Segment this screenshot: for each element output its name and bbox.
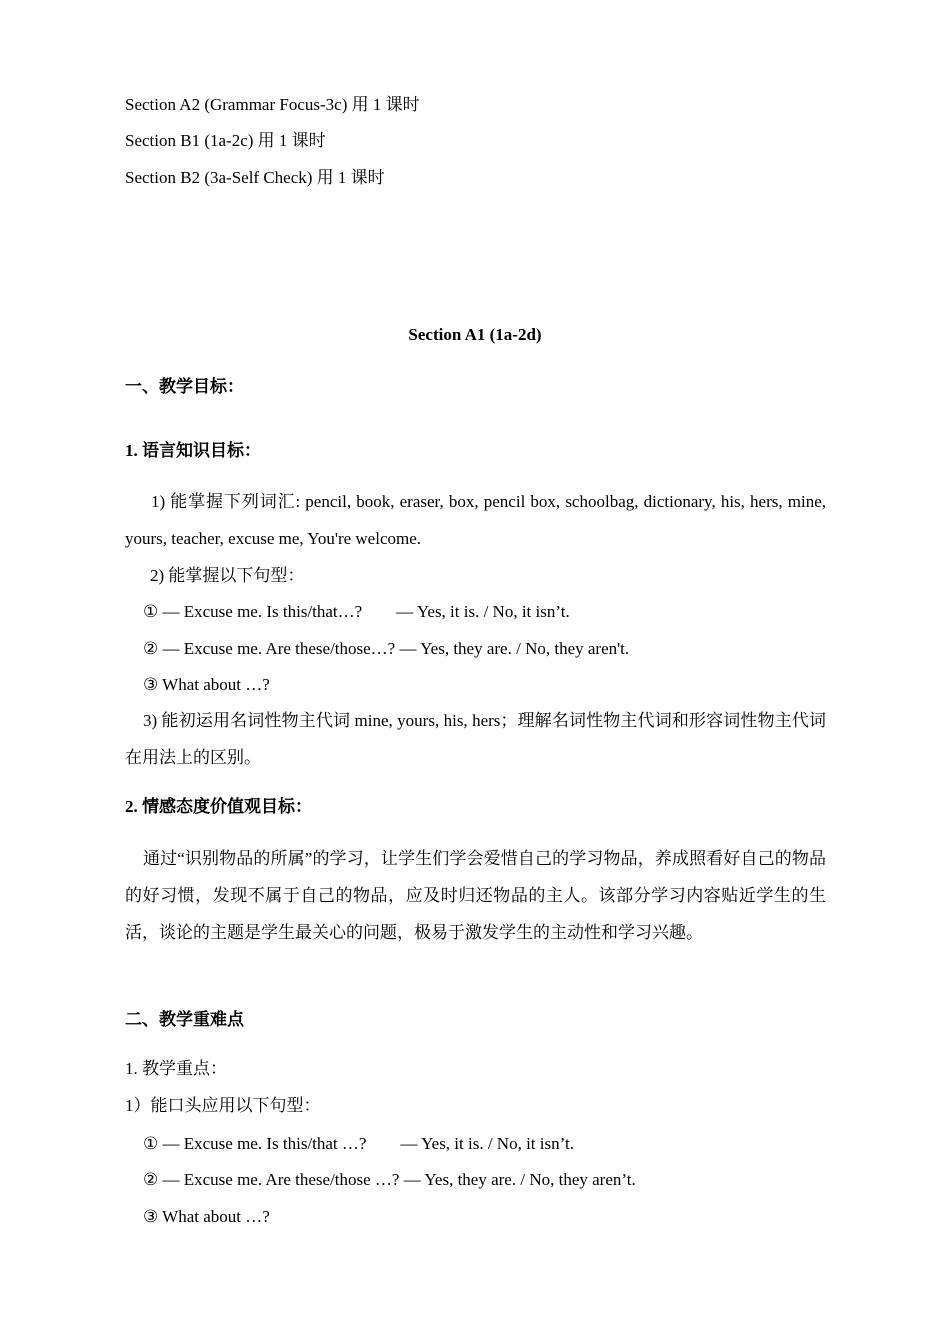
- heading-key-points: 二、教学重难点: [125, 1010, 244, 1029]
- subheading-emotion-goals: 2. 情感态度价值观目标：: [125, 797, 312, 816]
- section-title: Section A1 (1a-2d): [408, 325, 542, 344]
- patterns-intro: 2) 能掌握以下句型：: [150, 566, 305, 585]
- schedule-line-a2: Section A2 (Grammar Focus-3c) 用 1 课时: [125, 95, 420, 114]
- heading-teaching-goals: 一、教学目标：: [125, 377, 244, 396]
- subheading-language-goals: 1. 语言知识目标：: [125, 441, 261, 460]
- emotion-paragraph: 通过“识别物品的所属”的学习，让学生们学会爱惜自己的学习物品，养成照看好自己的物品的好习惯，发现不属于自己的物品，应及时归还物品的主人。该部分学习内容贴近学生的生活，谈论的主题是学生最关心的问题，极易于激发学生的主动性和学习兴趣。: [125, 849, 826, 942]
- focus-intro: 1）能口头应用以下句型：: [125, 1096, 321, 1115]
- schedule-line-b2: Section B2 (3a-Self Check) 用 1 课时: [125, 168, 385, 187]
- pronoun-paragraph: 3) 能初运用名词性物主代词 mine, yours, his, hers；理解名词性物主代词和形容词性物主代词在用法上的区别。: [125, 711, 826, 767]
- pattern-item: ③ What about …?: [143, 675, 270, 694]
- focus-pattern-item: ③ What about …?: [143, 1207, 270, 1226]
- schedule-line-b1: Section B1 (1a-2c) 用 1 课时: [125, 131, 326, 150]
- focus-label: 1. 教学重点：: [125, 1059, 227, 1078]
- focus-pattern-item: ② — Excuse me. Are these/those …? — Yes, they are. / No, they aren’t.: [143, 1170, 636, 1189]
- vocab-paragraph: 1) 能掌握下列词汇: pencil, book, eraser, box, pencil box, schoolbag, dictionary, his, hers, mine, yours, teacher, excuse me, You're welcome.: [125, 492, 826, 548]
- pattern-item: ② — Excuse me. Are these/those…? — Yes, they are. / No, they aren't.: [143, 639, 630, 658]
- focus-pattern-item: ① — Excuse me. Is this/that …? — Yes, it is. / No, it isn’t.: [143, 1134, 574, 1153]
- pattern-item: ① — Excuse me. Is this/that…? — Yes, it is. / No, it isn’t.: [143, 602, 570, 621]
